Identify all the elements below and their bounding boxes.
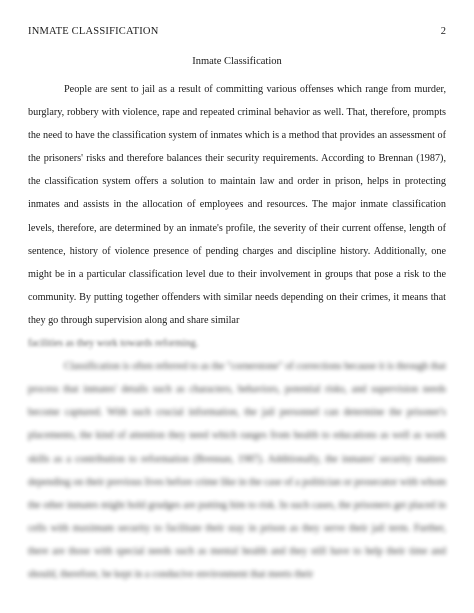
paragraph-1: People are sent to jail as a result of committing various offenses which range from murder, burglary, robbery with violence, rape and repeated criminal behavior as well. That, therefore, prompts the need to have the classification system of inmates which is a method that provides an assessment of the prisoners' risks and therefore balances their security requirements. According to Brennan (1987), the classification system offers a solution to maintain law and order in prison, helps in protecting inmates and assists in the allocation of employees and resources. The major inmate classification levels, therefore, are determined by an inmate's profile, the severity of their current offense, length of sentence, history of violence presence of pending charges and discipline history. Additionally, one might be in a particular classification level due to their involvement in groups that pose a risk to the community. By putting together offenders with similar needs depending on their crimes, it means that they go through supervision along and share similar xyxy=(28,84,446,326)
document-title: Inmate Classification xyxy=(192,56,282,67)
paragraph-2: Classification is often referred to as the "cornerstone" of corrections because it is through that process that inmates' details such as characters, behaviors, potential risks, and supervision needs become captured. With such crucial information, the jail personnel can determine the prisoner's placements, the kind of attention they need which ranges from health to educations as well as work skills as a contribution to reformation (Brennan, 1987). Additionally, the inmates' security matters depending on their previous lives before crime like in the case of a politician or prosecutor with whom the other inmates might hold grudges are putting him to risk. In such cases, the prisoners get placed in cells with maximum security to facilitate their stay in prison as they serve their jail term. Further, there are those with special needs such as mental health and they still have to help their time and should, therefore, be kept in a conducive environment that meets their xyxy=(28,361,446,580)
page-number: 2 xyxy=(440,26,446,37)
running-head: INMATE CLASSIFICATION xyxy=(28,26,159,37)
paragraph-1-last-line: facilities as they work towards reforming. xyxy=(28,338,199,350)
document-body xyxy=(28,78,446,586)
